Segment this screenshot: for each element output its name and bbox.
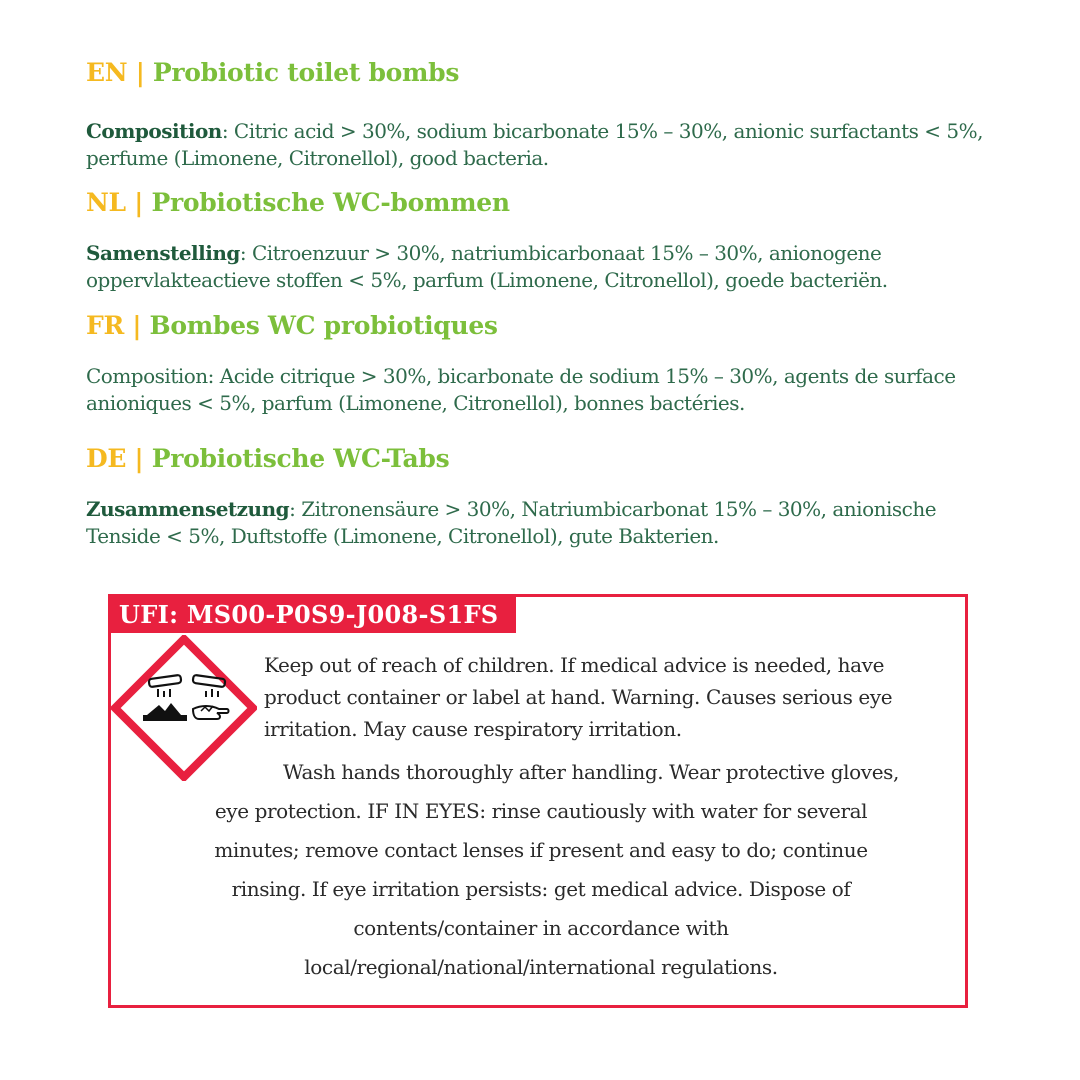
composition-text: : Citric acid > 30%, sodium bicarbonate 15% – 30%, anionic surfactants < 5%, perfume (Limonene, Citronellol), good bacteria. [86,119,983,170]
lang-code: NL [86,188,126,217]
section-title-en [86,58,459,87]
composition-label: Composition [86,364,208,388]
warning-text-top: Keep out of reach of children. If medical advice is needed, have product container or label at hand. Warning. Causes serious eye irritation. May cause respiratory irritation. [264,653,893,741]
warning-line: minutes; remove contact lenses if present and easy to do; continue [214,838,868,862]
hazard-warning-box [108,594,968,1008]
warning-line: eye protection. IF IN EYES: rinse cautiously with water for several [214,799,868,823]
composition-fr [86,363,1016,417]
title-separator: | [132,311,142,340]
composition-label: Zusammensetzung [86,497,290,521]
composition-label: Composition [86,119,222,143]
lang-code: EN [86,58,128,87]
section-title-de [86,444,449,473]
warning-line: Wash hands thoroughly after handling. Wear protective gloves, [283,760,899,784]
product-title: Probiotische WC-Tabs [151,444,450,473]
product-title: Bombes WC probiotiques [149,311,498,340]
composition-text: : Zitronensäure > 30%, Natriumbicarbonat 15% – 30%, anionische Tenside < 5%, Duftstoffe (Limonene, Citronellol), gute Bakterien. [86,497,937,548]
composition-de [86,496,1016,550]
composition-en [86,118,1016,172]
title-separator: | [135,58,145,87]
ufi-code: UFI: MS00-P0S9-J008-S1FS [111,597,516,633]
lang-code: DE [86,444,127,473]
warning-line: contents/container in accordance with [353,916,729,940]
composition-text: : Acide citrique > 30%, bicarbonate de sodium 15% – 30%, agents de surface anioniques < 5%, parfum (Limonene, Citronellol), bonnes bactéries. [86,364,956,415]
title-separator: | [134,188,144,217]
product-title: Probiotische WC-bommen [151,188,510,217]
product-title: Probiotic toilet bombs [152,58,460,87]
warning-line: local/regional/national/international regulations. [304,955,778,979]
title-separator: | [134,444,144,473]
warning-text-bottom [111,753,971,987]
section-title-fr [86,311,498,340]
composition-nl [86,240,1016,294]
lang-code: FR [86,311,124,340]
section-title-nl [86,188,510,217]
composition-label: Samenstelling [86,241,240,265]
warning-line: rinsing. If eye irritation persists: get medical advice. Dispose of [231,877,851,901]
composition-text: : Citroenzuur > 30%, natriumbicarbonaat 15% – 30%, anionogene oppervlakteactieve stoffen < 5%, parfum (Limonene, Citronellol), goede bacteriën. [86,241,888,292]
